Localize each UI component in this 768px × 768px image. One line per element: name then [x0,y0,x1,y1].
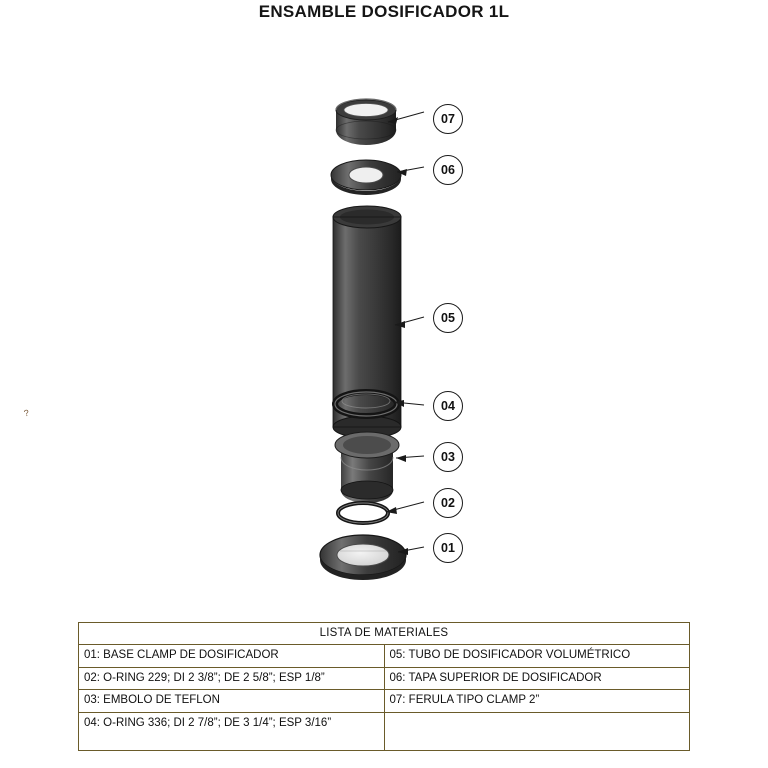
bom-cell-02: 02: O-RING 229; DI 2 3/8”; DE 2 5/8”; ESP 1/8” [79,667,385,689]
bom-cell-04: 04: O-RING 336; DI 2 7/8”; DE 3 1/4”; ESP 3/16” [79,712,385,750]
table-row [79,712,690,750]
part-02-oring-229 [338,503,388,523]
callout-01: 01 [433,533,463,563]
callout-05: 05 [433,303,463,333]
bom-cell-05: 05: TUBO DE DOSIFICADOR VOLUMÉTRICO [384,645,690,667]
part-07-ferula-clamp [336,99,396,145]
table-row [79,645,690,667]
bom-cell-01: 01: BASE CLAMP DE DOSIFICADOR [79,645,385,667]
callout-03: 03 [433,442,463,472]
part-06-tapa-superior [331,160,401,195]
page-title: ENSAMBLE DOSIFICADOR 1L [258,2,510,21]
bom-header-row [79,623,690,645]
bill-of-materials-table [78,622,690,751]
bom-cell-empty [384,712,690,750]
table-row [79,667,690,689]
part-03-embolo-teflon [335,432,399,503]
part-01-base-clamp [320,535,406,580]
callout-04: 04 [433,391,463,421]
table-row [79,690,690,712]
bom-header-title: LISTA DE MATERIALES [79,623,690,645]
bom-cell-03: 03: EMBOLO DE TEFLON [79,690,385,712]
callout-06: 06 [433,155,463,185]
callout-02: 02 [433,488,463,518]
callout-07: 07 [433,104,463,134]
bom-cell-06: 06: TAPA SUPERIOR DE DOSIFICADOR [384,667,690,689]
exploded-assembly-drawing [0,60,768,620]
bom-cell-07: 07: FERULA TIPO CLAMP 2” [384,690,690,712]
stray-ink-mark: ? [23,407,31,419]
